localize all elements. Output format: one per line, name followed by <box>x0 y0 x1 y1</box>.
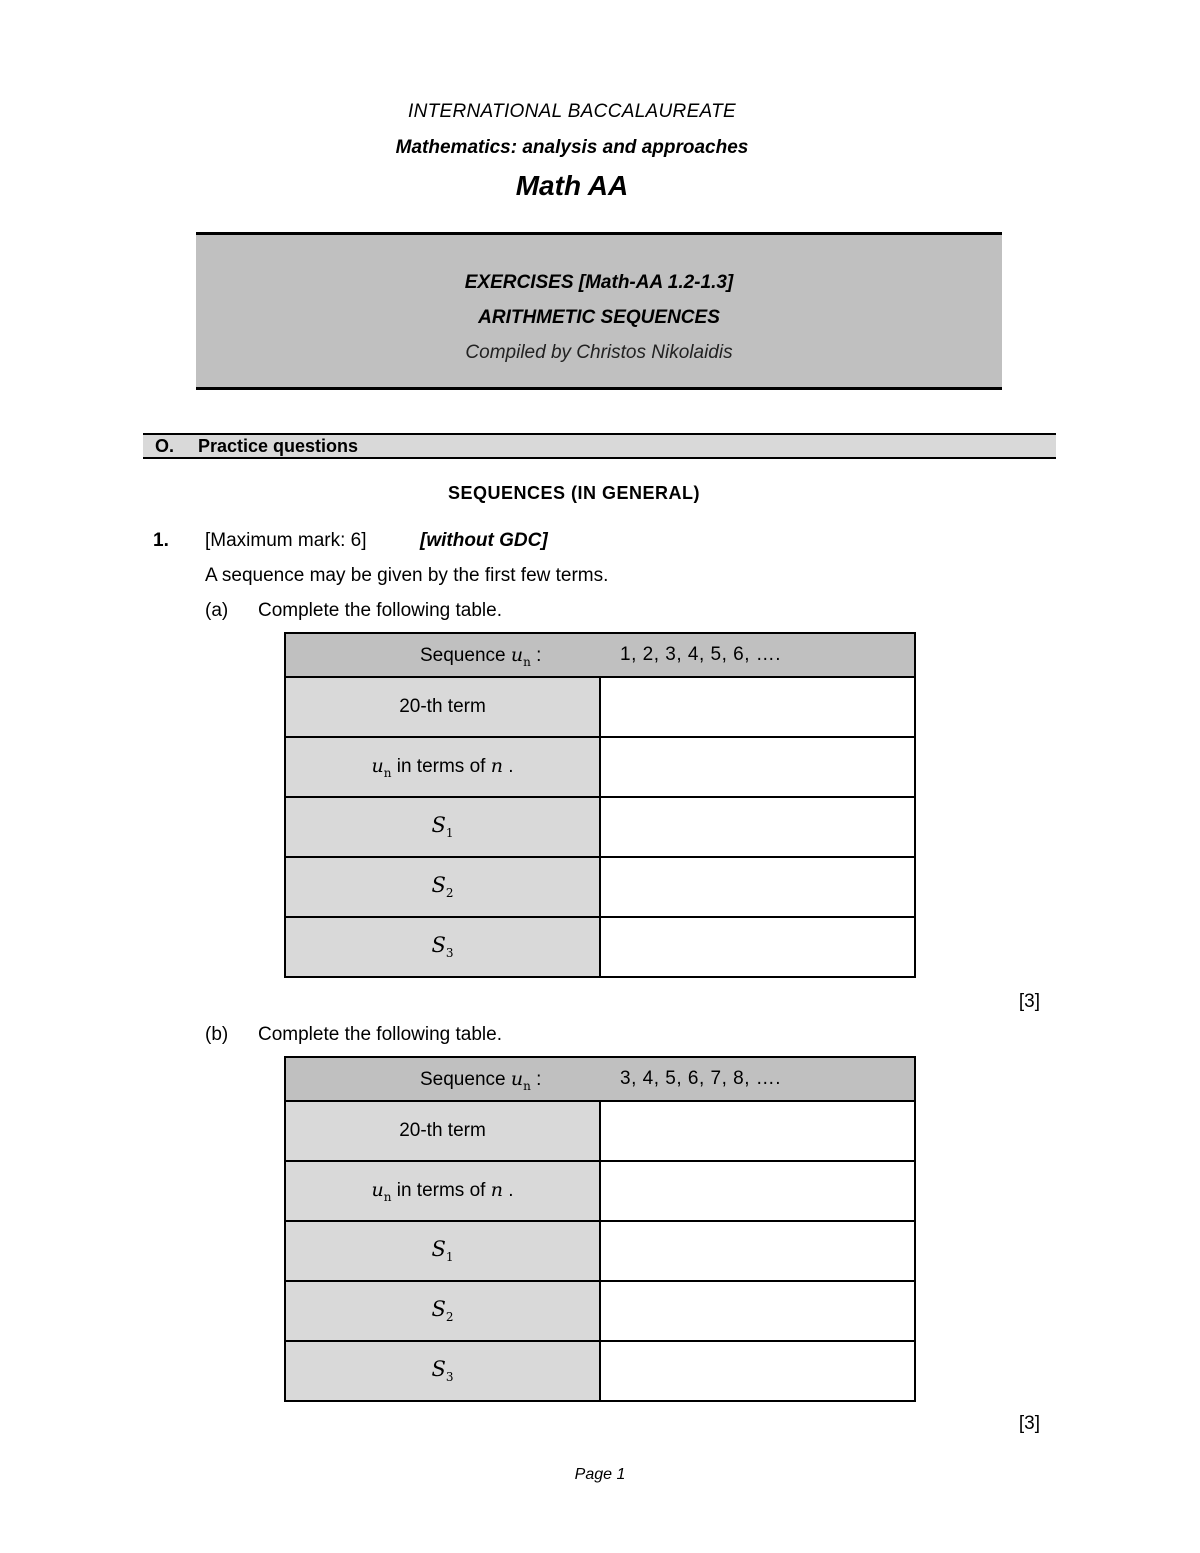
part-b-instruction: Complete the following table. <box>258 1024 502 1045</box>
banner-author: Compiled by Christos Nikolaidis <box>465 342 733 363</box>
part-b-label: (b) <box>205 1024 229 1045</box>
section-number: O. <box>155 436 175 456</box>
sequence-terms: 3, 4, 5, 6, 7, 8, …. <box>620 1068 782 1089</box>
table-row <box>285 1221 915 1281</box>
table-header <box>285 633 915 677</box>
answer-cell[interactable] <box>600 797 915 857</box>
table-header <box>285 1057 915 1101</box>
row-label: $u_n$ in terms of n . <box>285 1161 600 1221</box>
answer-cell[interactable] <box>600 917 915 977</box>
row-label: $S_1$ <box>285 1221 600 1281</box>
answer-cell[interactable] <box>600 737 915 797</box>
sequence-colon: : <box>536 645 542 666</box>
sequence-terms: 1, 2, 3, 4, 5, 6, …. <box>620 644 782 665</box>
answer-cell[interactable] <box>600 1281 915 1341</box>
table-row <box>285 1341 915 1401</box>
exercise-banner <box>196 232 1002 390</box>
row-label: $S_2$ <box>285 857 600 917</box>
sequence-variable: $u_n$ <box>510 1068 531 1093</box>
table-row <box>285 797 915 857</box>
question-gdc-note: [without GDC] <box>420 530 548 551</box>
answer-cell[interactable] <box>600 857 915 917</box>
part-a-label: (a) <box>205 600 229 621</box>
part-b-table <box>284 1056 916 1402</box>
answer-cell[interactable] <box>600 677 915 737</box>
banner-exercises: EXERCISES [Math-AA 1.2-1.3] <box>464 272 734 293</box>
part-b-marks: [3] <box>1018 1413 1040 1434</box>
part-a-table <box>284 632 916 978</box>
table-row <box>285 857 915 917</box>
sequence-variable: $u_n$ <box>510 644 531 669</box>
sequence-label: Sequence <box>420 645 506 666</box>
answer-cell[interactable] <box>600 1161 915 1221</box>
table-row <box>285 1161 915 1221</box>
part-a-marks: [3] <box>1018 991 1040 1012</box>
table-row <box>285 1281 915 1341</box>
page-number: Page 1 <box>574 1466 626 1483</box>
question-number: 1. <box>153 530 169 551</box>
course-title: Mathematics: analysis and approaches <box>395 137 749 158</box>
answer-cell[interactable] <box>600 1101 915 1161</box>
org-title: INTERNATIONAL BACCALAUREATE <box>407 101 736 122</box>
page-title: Math AA <box>515 170 629 201</box>
row-label: $u_n$ in terms of n . <box>285 737 600 797</box>
row-label: $S_1$ <box>285 797 600 857</box>
banner-topic: ARITHMETIC SEQUENCES <box>478 307 720 328</box>
part-a-instruction: Complete the following table. <box>258 600 502 621</box>
table-row <box>285 917 915 977</box>
row-label: 20-th term <box>285 677 600 737</box>
answer-cell[interactable] <box>600 1221 915 1281</box>
section-header <box>143 433 1056 459</box>
row-label: 20-th term <box>285 1101 600 1161</box>
question-max-mark: [Maximum mark: 6] <box>205 530 367 551</box>
table-row <box>285 1101 915 1161</box>
sequence-label: Sequence <box>420 1069 506 1090</box>
row-label: $S_3$ <box>285 1341 600 1401</box>
question-intro: A sequence may be given by the first few terms. <box>205 565 609 586</box>
section-label: Practice questions <box>198 436 359 456</box>
sequence-colon: : <box>536 1069 542 1090</box>
table-row <box>285 737 915 797</box>
row-label: $S_2$ <box>285 1281 600 1341</box>
table-row <box>285 677 915 737</box>
row-label: $S_3$ <box>285 917 600 977</box>
subheading: SEQUENCES (IN GENERAL) <box>447 483 701 503</box>
answer-cell[interactable] <box>600 1341 915 1401</box>
